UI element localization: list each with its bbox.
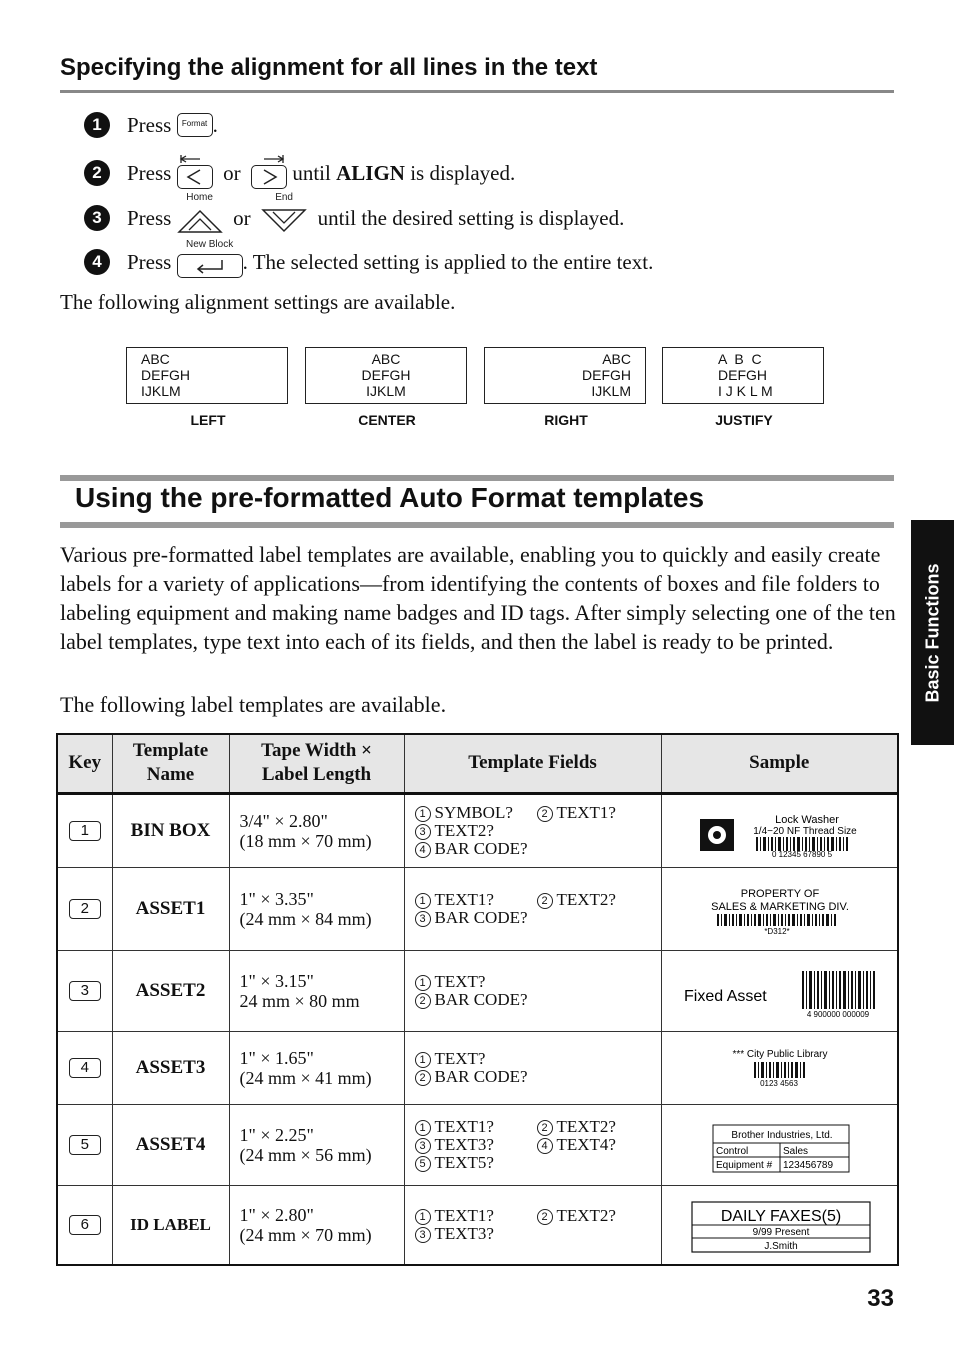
key-3-icon: 3	[69, 981, 101, 1001]
header-size: Tape Width × Label Length	[229, 734, 404, 793]
step-text: or	[233, 205, 251, 230]
size-cell: 1" × 3.15" 24 mm × 80 mm	[229, 950, 404, 1031]
barcode-icon	[717, 914, 836, 926]
sample-line: IJKLM	[141, 383, 181, 399]
fields-cell: 1 TEXT1? 2 TEXT2? 3 BAR CODE?	[404, 867, 661, 950]
table-header-row	[57, 734, 898, 793]
templates-table	[56, 733, 899, 1266]
template-name: ASSET1	[112, 867, 229, 950]
template-name: BIN BOX	[112, 793, 229, 867]
step-number: 4	[84, 249, 110, 275]
svg-text:Control: Control	[715, 1145, 748, 1157]
key-2-icon: 2	[69, 899, 101, 919]
step-text: Press	[127, 112, 172, 137]
key-caption: Home	[186, 192, 213, 203]
svg-text:*D312*: *D312*	[763, 926, 790, 936]
step-text: . The selected setting is applied to the entire text.	[242, 249, 654, 274]
sample-asset4	[661, 1104, 898, 1185]
sample-bin-box	[661, 793, 898, 867]
svg-text:J.Smith: J.Smith	[763, 1240, 798, 1252]
svg-text:0123 4563: 0123 4563	[759, 1078, 798, 1088]
align-label-left: LEFT	[190, 412, 226, 428]
header-sample: Sample	[661, 734, 898, 793]
section-title-auto-format: Using the pre-formatted Auto Format templates	[75, 482, 705, 513]
sample-line: DEFGH	[141, 367, 190, 383]
table-row	[57, 950, 898, 1031]
down-arrow-key-icon	[261, 192, 307, 234]
enter-key-icon	[177, 239, 243, 278]
svg-text:Equipment #: Equipment #	[715, 1159, 772, 1171]
key-cell	[57, 1031, 112, 1104]
step-text: Press	[127, 205, 172, 230]
header-fields: Template Fields	[404, 734, 661, 793]
template-name: ASSET4	[112, 1104, 229, 1185]
section-rule-top	[60, 475, 894, 481]
key-cell	[57, 950, 112, 1031]
step-text: until	[292, 160, 331, 185]
align-sample-justify	[662, 347, 824, 404]
fields-cell: 1 SYMBOL? 2 TEXT1? 3 TEXT2? 4 BAR CODE?	[404, 793, 661, 867]
sample-line: DEFGH	[582, 367, 631, 383]
step-text: until the desired setting is displayed.	[317, 205, 625, 230]
size-cell: 1" × 3.35" (24 mm × 84 mm)	[229, 867, 404, 950]
key-cell	[57, 1104, 112, 1185]
header-key: Key	[57, 734, 112, 793]
svg-text:Brother Industries, Ltd.: Brother Industries, Ltd.	[730, 1129, 833, 1141]
key-5-icon: 5	[69, 1135, 101, 1155]
table-row	[57, 1031, 898, 1104]
barcode-icon	[802, 971, 875, 1009]
align-label-center: CENTER	[358, 412, 416, 428]
header-template-name: Template Name	[112, 734, 229, 793]
sample-line: ABC	[371, 351, 401, 367]
key-6-icon: 6	[69, 1215, 101, 1235]
svg-text:DAILY FAXES(5): DAILY FAXES(5)	[720, 1207, 841, 1225]
fields-cell: 1 TEXT? 2 BAR CODE?	[404, 1031, 661, 1104]
svg-text:Fixed Asset: Fixed Asset	[683, 987, 767, 1005]
align-label-right: RIGHT	[544, 412, 588, 428]
align-sample-right	[484, 347, 646, 404]
sample-asset3	[661, 1031, 898, 1104]
step-3	[84, 192, 625, 234]
size-cell: 1" × 2.25" (24 mm × 56 mm)	[229, 1104, 404, 1185]
svg-text:*** City Public Library: *** City Public Library	[731, 1048, 828, 1060]
svg-text:1/4−20 NF Thread Size: 1/4−20 NF Thread Size	[752, 825, 857, 837]
step-bold-text: ALIGN	[336, 160, 405, 185]
left-arrow-key-icon	[177, 165, 213, 189]
size-cell: 3/4" × 2.80" (18 mm × 70 mm)	[229, 793, 404, 867]
step-number: 3	[84, 205, 110, 231]
section-title-alignment: Specifying the alignment for all lines in the text	[60, 54, 598, 81]
section-rule	[60, 90, 894, 93]
table-row	[57, 867, 898, 950]
sample-asset1	[661, 867, 898, 950]
template-name: ASSET3	[112, 1031, 229, 1104]
svg-text:Lock Washer: Lock Washer	[774, 813, 839, 826]
sample-line: DEFGH	[718, 367, 767, 383]
step-text: Press	[127, 249, 172, 274]
fields-cell: 1 TEXT? 2 BAR CODE?	[404, 950, 661, 1031]
template-name: ASSET2	[112, 950, 229, 1031]
up-arrow-key-icon	[177, 192, 223, 234]
table-row	[57, 1185, 898, 1265]
alignment-intro: The following alignment settings are available.	[60, 290, 456, 314]
side-tab-label: Basic Functions	[922, 562, 942, 703]
key-cell	[57, 867, 112, 950]
key-4-icon: 4	[69, 1058, 101, 1078]
right-arrow-key-icon	[251, 165, 287, 189]
svg-text:123456789: 123456789	[782, 1159, 833, 1171]
svg-text:Sales: Sales	[782, 1145, 808, 1157]
step-text: or	[223, 160, 241, 185]
step-number: 2	[84, 160, 110, 186]
section-rule-bottom	[60, 522, 894, 528]
sample-line: A B C	[718, 351, 762, 367]
side-tab	[911, 520, 954, 745]
table-row	[57, 1104, 898, 1185]
fields-cell: 1 TEXT1? 2 TEXT2? 3 TEXT3? 4 TEXT4? 5 TEXT5?	[404, 1104, 661, 1185]
key-caption: New Block	[185, 239, 234, 250]
page-number: 33	[867, 1285, 894, 1312]
svg-text:PROPERTY OF: PROPERTY OF	[740, 887, 819, 900]
barcode-icon	[756, 837, 848, 851]
sample-line: DEFGH	[361, 367, 411, 383]
step-text: .	[212, 112, 218, 137]
format-key-icon	[177, 113, 213, 137]
sample-line: ABC	[141, 351, 170, 367]
key-cell	[57, 793, 112, 867]
svg-text:SALES & MARKETING DIV.: SALES & MARKETING DIV.	[710, 900, 849, 913]
key-cell	[57, 1185, 112, 1265]
svg-text:9/99 Present: 9/99 Present	[752, 1226, 809, 1238]
barcode-icon	[754, 1062, 805, 1078]
key-caption: End	[275, 192, 293, 203]
size-cell: 1" × 2.80" (24 mm × 70 mm)	[229, 1185, 404, 1265]
sample-line: IJKLM	[591, 383, 631, 399]
key-label: Format	[181, 119, 208, 128]
step-2	[84, 157, 515, 189]
sample-line: I J K L M	[718, 383, 773, 399]
svg-text:0 12345 67890 5: 0 12345 67890 5	[771, 849, 832, 859]
sample-line: ABC	[602, 351, 631, 367]
table-row	[57, 793, 898, 867]
fields-cell: 1 TEXT1? 2 TEXT2? 3 TEXT3?	[404, 1185, 661, 1265]
align-sample-center	[305, 347, 467, 404]
sample-line: IJKLM	[366, 383, 406, 399]
template-name: ID LABEL	[112, 1185, 229, 1265]
svg-text:4 900000 000009: 4 900000 000009	[806, 1009, 869, 1019]
intro-paragraph: Various pre-formatted label templates are available, enabling you to quickly and easily create labels for a variety of applications—from identifying the contents of boxes and file folders to labeling equipment and making name badges and ID tags. After simply selecting one of the ten label templates, type text into each of its fields, and then the label is ready to be printed.	[60, 542, 896, 654]
step-number: 1	[84, 112, 110, 138]
step-text: Press	[127, 160, 172, 185]
step-text: is displayed.	[410, 160, 516, 185]
sample-id-label	[661, 1185, 898, 1265]
size-cell: 1" × 1.65" (24 mm × 41 mm)	[229, 1031, 404, 1104]
templates-intro: The following label templates are available.	[60, 692, 447, 717]
align-sample-left	[126, 347, 288, 404]
key-1-icon: 1	[69, 821, 101, 841]
step-1	[84, 112, 218, 138]
align-label-justify: JUSTIFY	[715, 412, 773, 428]
sample-asset2	[661, 950, 898, 1031]
step-4	[84, 239, 654, 278]
